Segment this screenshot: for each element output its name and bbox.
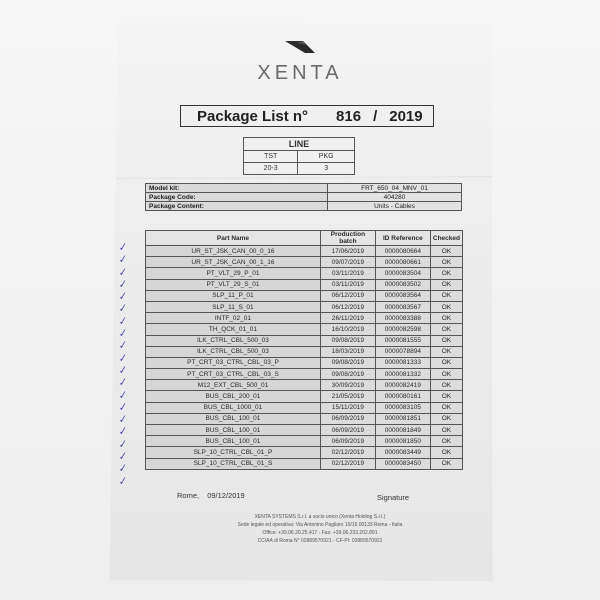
part-name-cell: SLP_10_CTRL_CBL_01_P	[146, 447, 321, 458]
checked-cell: OK	[430, 246, 462, 257]
footer-place: Rome,	[177, 491, 200, 500]
id-reference-cell: 0000078894	[375, 346, 430, 357]
handwritten-check-icon: ✓	[116, 401, 128, 415]
production-batch-cell: 15/11/2019	[320, 402, 375, 413]
table-row	[146, 346, 463, 357]
production-batch-cell: 06/09/2019	[320, 436, 375, 447]
handwritten-check-icon: ✓	[116, 475, 128, 489]
production-batch-cell: 06/12/2019	[320, 301, 375, 312]
production-batch-cell: 03/11/2019	[320, 279, 375, 290]
checked-cell: OK	[430, 346, 462, 357]
id-reference-cell: 0000083449	[375, 447, 430, 458]
production-batch-cell: 09/07/2019	[320, 257, 375, 268]
id-reference-cell: 0000081849	[375, 425, 430, 436]
handwritten-check-icon: ✓	[116, 463, 128, 476]
handwritten-checkmarks	[116, 240, 146, 489]
table-row	[146, 257, 463, 268]
part-name-cell: PT_VLT_29_P_01	[146, 268, 321, 279]
checked-cell: OK	[430, 380, 462, 391]
title-separator: /	[373, 107, 378, 125]
table-row	[146, 447, 463, 458]
signature-label: Signature	[377, 493, 410, 502]
part-name-cell: BUS_CBL_100_01	[146, 436, 321, 447]
parts-table	[145, 230, 463, 470]
id-reference-cell: 0000083450	[375, 458, 430, 469]
info-label: Package Content:	[146, 202, 328, 211]
info-label: Package Code:	[146, 193, 328, 202]
production-batch-cell: 02/12/2019	[320, 458, 375, 469]
part-name-cell: M12_EXT_CBL_500_01	[146, 380, 321, 391]
production-batch-cell: 17/06/2019	[320, 246, 375, 257]
id-reference-cell: 0000083502	[375, 279, 430, 290]
part-name-cell: UR_ST_JSK_CAN_00_0_16	[146, 246, 321, 257]
part-name-cell: UR_ST_JSK_CAN_00_1_16	[146, 257, 321, 268]
checked-cell: OK	[430, 279, 462, 290]
info-label: Model kit:	[146, 184, 328, 193]
handwritten-check-icon: ✓	[116, 352, 128, 366]
table-row	[146, 335, 463, 346]
handwritten-check-icon: ✓	[116, 376, 128, 390]
line-table	[243, 137, 355, 175]
table-row	[146, 380, 463, 391]
checked-cell: OK	[430, 357, 462, 368]
col-checked: Checked	[430, 231, 462, 246]
line-header: LINE	[244, 138, 355, 151]
production-batch-cell: 18/03/2019	[320, 346, 375, 357]
col-production-batch: Production batch	[320, 231, 375, 246]
id-reference-cell: 0000081850	[375, 436, 430, 447]
handwritten-check-icon: ✓	[116, 364, 128, 378]
checked-cell: OK	[430, 369, 462, 380]
checked-cell: OK	[430, 402, 462, 413]
company-line: CCIAA di Roma N° 02889570921 - CF-PI: 02889570921	[257, 538, 383, 544]
table-row	[146, 413, 463, 424]
handwritten-check-icon: ✓	[116, 327, 128, 341]
company-info	[200, 513, 440, 545]
footer-place-date	[177, 491, 245, 500]
part-name-cell: BUS_CBL_100_01	[146, 413, 321, 424]
production-batch-cell: 16/10/2019	[320, 324, 375, 335]
part-name-cell: ILK_CTRL_CBL_500_03	[146, 346, 321, 357]
xenta-logo-mark-icon	[285, 40, 315, 52]
production-batch-cell: 09/08/2019	[320, 357, 375, 368]
production-batch-cell: 06/09/2019	[320, 425, 375, 436]
info-row-package-code	[146, 193, 462, 202]
title-label: Package List n°	[197, 107, 309, 125]
company-line: Sede legale ed operativa: Via Antonino Pagliaro 10/16 00133 Roma - Italia	[237, 522, 403, 528]
checked-cell: OK	[430, 257, 462, 268]
checked-cell: OK	[430, 436, 462, 447]
table-row	[146, 357, 463, 368]
handwritten-check-icon: ✓	[116, 413, 128, 427]
production-batch-cell: 30/09/2019	[320, 380, 375, 391]
company-line: XENTA SYSTEMS S.r.l. a socio unico (Xenta Holding S.r.l.)	[254, 514, 386, 520]
part-name-cell: PT_VLT_29_S_01	[146, 279, 321, 290]
package-number: 816	[336, 107, 362, 125]
id-reference-cell: 0000083564	[375, 290, 430, 301]
handwritten-check-icon: ✓	[116, 241, 128, 255]
handwritten-check-icon: ✓	[116, 450, 128, 464]
checked-cell: OK	[430, 458, 462, 469]
checked-cell: OK	[430, 391, 462, 402]
info-value: FRT_650_04_MNV_01	[328, 184, 462, 193]
company-line: Office: +39.06.20.25.417 - Fax: +39.06.233.202.891	[262, 530, 378, 536]
part-name-cell: BUS_CBL_1000_01	[146, 402, 321, 413]
line-val-tst: 20-3	[244, 163, 298, 175]
part-name-cell: ILK_CTRL_CBL_500_03	[146, 335, 321, 346]
line-val-pkg: 3	[298, 163, 355, 175]
table-row	[146, 436, 463, 447]
checked-cell: OK	[430, 447, 462, 458]
package-info-table	[145, 183, 462, 211]
checked-cell: OK	[430, 425, 462, 436]
line-col-pkg: PKG	[298, 151, 355, 163]
handwritten-check-icon: ✓	[116, 315, 128, 329]
package-list-title	[180, 105, 434, 127]
checked-cell: OK	[430, 313, 462, 324]
production-batch-cell: 06/12/2019	[320, 290, 375, 301]
checked-cell: OK	[430, 335, 462, 346]
table-row	[146, 391, 463, 402]
handwritten-check-icon: ✓	[116, 438, 128, 452]
logo-text: XENTA	[257, 62, 343, 84]
checked-cell: OK	[430, 324, 462, 335]
id-reference-cell: 0000083105	[375, 402, 430, 413]
part-name-cell: PT_CRT_03_CTRL_CBL_03_P	[146, 357, 321, 368]
production-batch-cell: 02/12/2019	[320, 447, 375, 458]
part-name-cell: BUS_CBL_100_01	[146, 425, 321, 436]
handwritten-check-icon: ✓	[116, 253, 128, 267]
table-row	[146, 290, 463, 301]
company-logo	[170, 40, 430, 85]
checked-cell: OK	[430, 268, 462, 279]
table-row	[146, 279, 463, 290]
id-reference-cell: 0000081333	[375, 357, 430, 368]
id-reference-cell: 0000082419	[375, 380, 430, 391]
handwritten-check-icon: ✓	[116, 290, 128, 304]
checked-cell: OK	[430, 301, 462, 312]
part-name-cell: BUS_CBL_200_01	[146, 391, 321, 402]
table-row	[146, 425, 463, 436]
part-name-cell: PT_CRT_03_CTRL_CBL_03_S	[146, 369, 321, 380]
col-id-reference: ID Reference	[375, 231, 430, 246]
handwritten-check-icon: ✓	[116, 389, 128, 403]
id-reference-cell: 0000082598	[375, 324, 430, 335]
part-name-cell: SLP_10_CTRL_CBL_01_S	[146, 458, 321, 469]
table-row	[146, 268, 463, 279]
footer-date: 09/12/2019	[207, 491, 245, 500]
table-row	[146, 402, 463, 413]
id-reference-cell: 0000081332	[375, 369, 430, 380]
table-row	[146, 458, 463, 469]
part-name-cell: SLP_11_S_01	[146, 301, 321, 312]
checked-cell: OK	[430, 290, 462, 301]
part-name-cell: TH_QCK_01_01	[146, 324, 321, 335]
line-col-tst: TST	[244, 151, 298, 163]
production-batch-cell: 26/11/2019	[320, 313, 375, 324]
id-reference-cell: 0000081851	[375, 413, 430, 424]
table-row	[146, 369, 463, 380]
parts-header-row	[146, 231, 463, 246]
production-batch-cell: 06/09/2019	[320, 413, 375, 424]
production-batch-cell: 03/11/2019	[320, 268, 375, 279]
id-reference-cell: 0000081555	[375, 335, 430, 346]
id-reference-cell: 0000083504	[375, 268, 430, 279]
handwritten-check-icon: ✓	[116, 340, 128, 353]
handwritten-check-icon: ✓	[116, 303, 128, 316]
info-value: 404280	[328, 193, 462, 202]
table-row	[146, 301, 463, 312]
info-row-model-kit	[146, 184, 462, 193]
table-row	[146, 324, 463, 335]
part-name-cell: SLP_11_P_01	[146, 290, 321, 301]
id-reference-cell: 0000080161	[375, 391, 430, 402]
id-reference-cell: 0000083567	[375, 301, 430, 312]
production-batch-cell: 21/05/2019	[320, 391, 375, 402]
info-value: Units - Cables	[328, 202, 462, 211]
id-reference-cell: 0000083388	[375, 313, 430, 324]
handwritten-check-icon: ✓	[116, 426, 128, 439]
table-row	[146, 313, 463, 324]
id-reference-cell: 0000080664	[375, 246, 430, 257]
paper-fold	[107, 176, 492, 179]
id-reference-cell: 0000080661	[375, 257, 430, 268]
package-year: 2019	[389, 107, 423, 125]
info-row-package-content	[146, 202, 462, 211]
part-name-cell: INTF_02_01	[146, 313, 321, 324]
checked-cell: OK	[430, 413, 462, 424]
handwritten-check-icon: ✓	[116, 266, 128, 280]
production-batch-cell: 09/08/2019	[320, 335, 375, 346]
handwritten-check-icon: ✓	[116, 278, 128, 292]
table-row	[146, 246, 463, 257]
col-part-name: Part Name	[146, 231, 321, 246]
production-batch-cell: 09/08/2019	[320, 369, 375, 380]
